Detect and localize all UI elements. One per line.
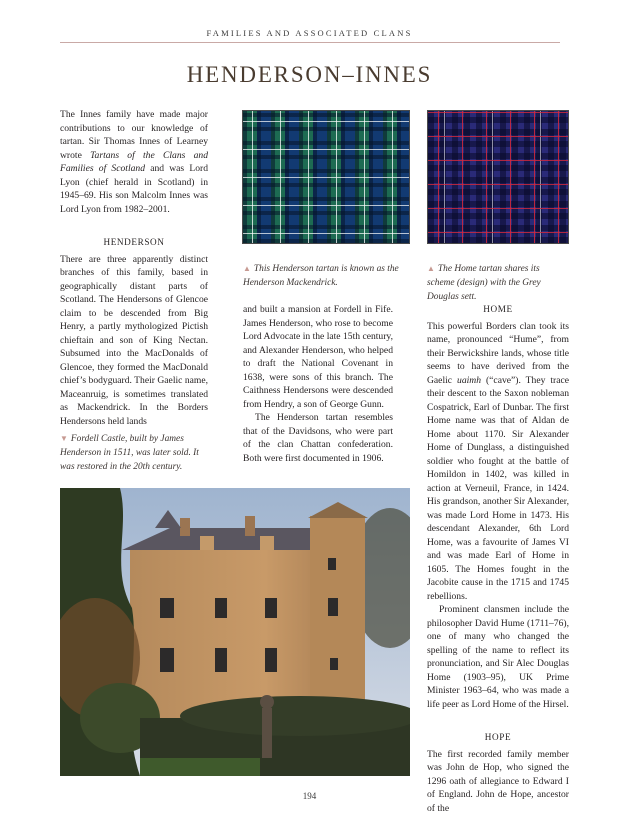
fordell-castle-photo — [60, 488, 410, 776]
column-right — [427, 303, 569, 815]
henderson-heading: HENDERSON — [103, 237, 165, 247]
henderson-tartan-paragraph: The Henderson tartan resembles that of the Davidsons, who were part of the clan Chattan confederation. Both were first documented in 1906. — [243, 412, 393, 464]
page-title: HENDERSON–INNES — [186, 62, 433, 87]
innes-intro-paragraph: The Innes family have made major contributions to our knowledge of tartan. Sir Thomas Innes of Learney wrote Tartans of the Clans and Families of Scotland and was Lord Lyon (chief herald in Scotland) in 1945–69. His son Malcolm Innes was Lord Lyon from 1982–2001. — [60, 109, 208, 215]
column-left — [60, 108, 208, 428]
home-paragraph: This powerful Borders clan took its name, pronounced “Hume”, from their Berwickshire lands, whose title seems to have derived from the Gaelic uaimh (“cave”). They trace their descent to the Saxon nobleman Cospatrick, Earl of Dunbar. The first Home name was that of Aldan de Home about 1170. Sir Alexander Home of Dunglass, a distinguished soldier who fought at the battle of Homildon in 1402, was killed in action at Verneuil, France, in 1424. His grandson, another Sir Alexander, was made Lord Home in 1473. His descendant Alexander, 6th Lord Home, was a favourite of James VI and was made Earl of Home in 1605. The Homes fought in the Jacobite cause in the 1715 and 1745 rebellions. — [427, 320, 569, 602]
hope-paragraph: The first recorded family member was John de Hop, who signed the 1296 oath of allegiance to Edward I of England. John de Hope, ancestor of the — [427, 748, 569, 814]
gaelic-word: uaimh — [457, 374, 481, 386]
henderson-tartan-caption: ▲ This Henderson tartan is known as the Henderson Mackendrick. — [243, 264, 399, 288]
column-middle — [243, 303, 393, 465]
header-rule — [60, 42, 560, 43]
fordell-paragraph: and built a mansion at Fordell in Fife. James Henderson, who rose to become Lord Advocate in the late 15th century, and Alexander Henderson, who helped to draft the National Covenant in 1638, were sons of this branch. The Caithness Hendersons were descended from Hendry, a son of George Gunn. — [243, 304, 393, 410]
page-number: 194 — [302, 791, 317, 801]
castle-illustration — [60, 488, 410, 776]
hope-heading: HOPE — [484, 732, 512, 742]
book-title: Tartans of the Clans and Families of Scotland — [60, 149, 208, 174]
caption-up-triangle-icon: ▲ — [243, 264, 251, 273]
caption-down-triangle-icon: ▼ — [60, 434, 68, 443]
running-head: FAMILIES AND ASSOCIATED CLANS — [206, 28, 413, 38]
henderson-tartan-swatch — [242, 110, 410, 244]
home-clansmen-paragraph: Prominent clansmen include the philosopher David Hume (1711–76), one of many who changed the spelling of the name to reflect its pronunciation, and Sir Alec Douglas Home (1903–95), UK Prime Minister 1963–64, who was made a life peer as Lord Home of the Hirsel. — [427, 604, 569, 710]
henderson-paragraph: There are three apparently distinct branches of this family, based in geographically distant parts of Scotland. The Hendersons of Glencoe claim to be descended from Big Henry, a partly mythologized Pictish chieftain and son of King Nectan. Subsumed into the MacDonalds of Glencoe, they formed the MacDonald chief’s bodyguard. Their Gaelic name, Maceanruig, is sometimes translated as Mackendrick. In the Borders Hendersons held lands — [60, 253, 208, 427]
home-tartan-caption: ▲ The Home tartan shares its scheme (design) with the Grey Douglas sett. — [427, 264, 541, 302]
home-heading: HOME — [483, 304, 513, 314]
home-tartan-swatch — [427, 110, 569, 244]
castle-caption: ▼ Fordell Castle, built by James Henderson in 1511, was later sold. It was restored in the 20th century. — [60, 434, 199, 472]
caption-up-triangle-icon: ▲ — [427, 264, 435, 273]
